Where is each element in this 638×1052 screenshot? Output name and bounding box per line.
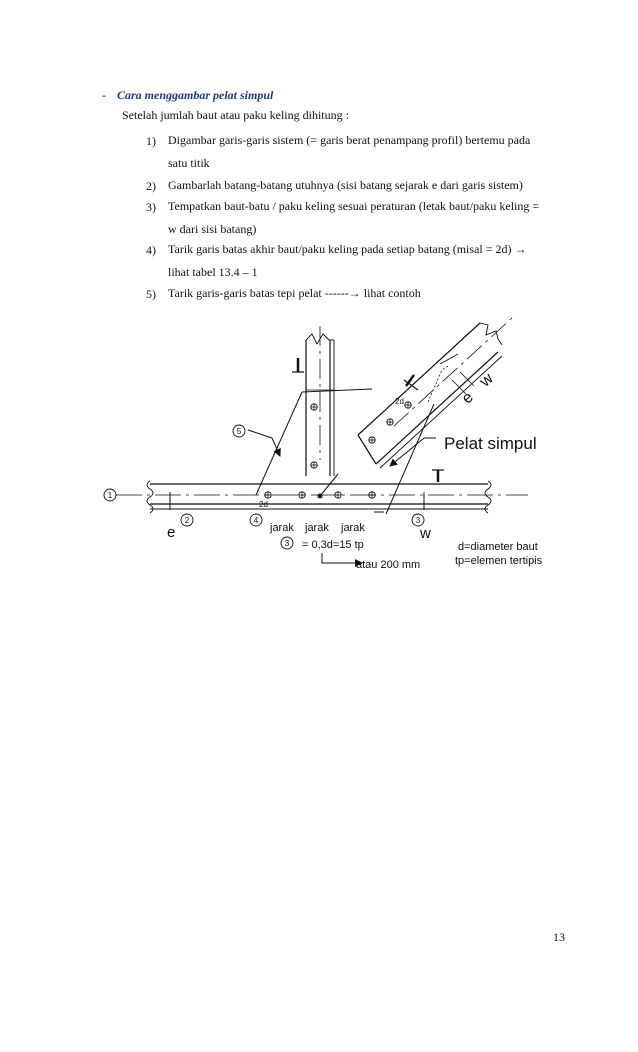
bullet-dash: -: [102, 88, 106, 102]
two-d-bottom-label: 2d: [259, 500, 268, 509]
intro-text: Setelah jumlah baut atau paku keling dihitung :: [122, 108, 349, 122]
step-number: 3): [146, 200, 156, 214]
e-label: e: [167, 524, 176, 541]
svg-text:2: 2: [184, 516, 190, 525]
pelat-simpul-label: Pelat simpul: [444, 434, 537, 453]
e-diagonal-label: e: [458, 388, 477, 408]
legend-diameter: d=diameter baut: [458, 541, 538, 553]
w-label: w: [420, 525, 431, 542]
spacing-formula: = 0,3d=15 tp: [302, 539, 364, 551]
jarak-label: jarak: [270, 522, 294, 534]
spacing-alternative: atau 200 mm: [356, 559, 421, 571]
svg-text:5: 5: [236, 427, 242, 436]
w-diagonal-label: w: [476, 370, 497, 391]
step-line: Gambarlah batang-batang utuhnya (sisi batang sejarak e dari garis sistem): [168, 178, 523, 192]
section-title: Cara menggambar pelat simpul: [117, 88, 274, 102]
marker-3-left: [281, 537, 293, 549]
step-line: Tempatkan baut-batu / paku keling sesuai peraturan (letak baut/paku keling =: [168, 199, 540, 213]
legend-thickness: tp=elemen tertipis: [455, 555, 543, 567]
step-line: lihat tabel 13.4 – 1: [168, 265, 258, 279]
svg-text:3: 3: [415, 516, 421, 525]
step-number: 4): [146, 243, 156, 257]
step-number: 5): [146, 287, 156, 301]
marker-4: [250, 514, 262, 526]
svg-text:4: 4: [253, 516, 259, 525]
marker-1: [104, 489, 116, 501]
two-d-diagonal-label: 2d: [395, 397, 404, 406]
step-number: 2): [146, 179, 156, 193]
step-line: Tarik garis-garis batas tepi pelat ------→ lihat contoh: [168, 286, 421, 300]
step-line: satu titik: [168, 156, 210, 170]
svg-text:1: 1: [107, 491, 113, 500]
jarak-label: jarak: [341, 522, 365, 534]
step-line: Digambar garis-garis sistem (= garis berat penampang profil) bertemu pada: [168, 133, 531, 147]
svg-text:3: 3: [284, 539, 290, 548]
jarak-label: jarak: [305, 522, 329, 534]
step-number: 1): [146, 134, 156, 148]
marker-5: [233, 425, 245, 437]
page-number: 13: [553, 930, 565, 944]
step-line: Tarik garis batas akhir baut/paku keling pada setiap batang (misal = 2d) →: [168, 242, 527, 256]
step-line: w dari sisi batang): [168, 222, 257, 236]
marker-2: [181, 514, 193, 526]
